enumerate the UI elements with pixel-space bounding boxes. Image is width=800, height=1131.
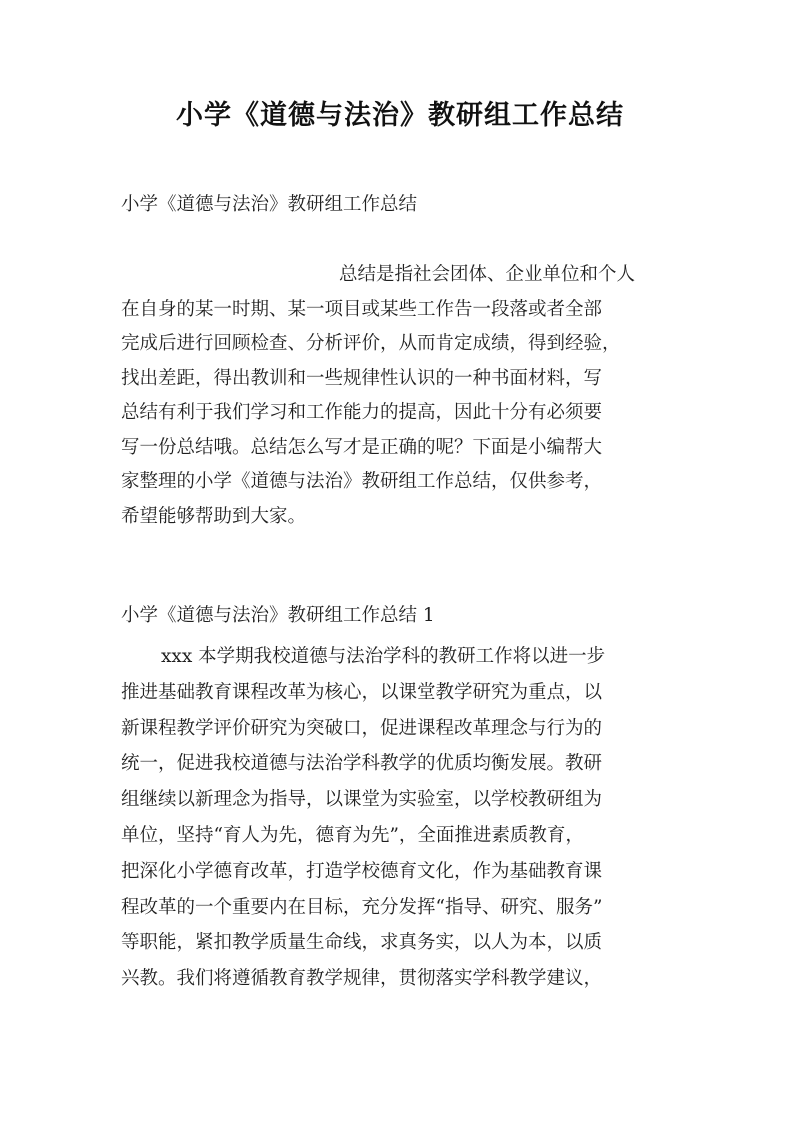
section-line: 组继续以新理念为指导，以课堂为实验室，以学校教研组为 [121, 789, 603, 811]
section-line: 单位，坚持“育人为先，德育为先”，全面推进素质教育， [121, 824, 584, 846]
document-title: 小学《道德与法治》教研组工作总结 [176, 100, 624, 131]
section-line: 新课程教学评价研究为突破口，促进课程改革理念与行为的 [121, 717, 603, 739]
section-line: 把深化小学德育改革，打造学校德育文化，作为基础教育课 [121, 860, 603, 882]
intro-line: 写一份总结哦。总结怎么写才是正确的呢？下面是小编帮大 [121, 436, 603, 458]
intro-line: 总结是指社会团体、企业单位和个人 [339, 264, 636, 285]
section-paragraph [121, 639, 687, 997]
section-line: 程改革的一个重要内在目标，充分发挥“指导、研究、服务” [121, 896, 603, 918]
intro-paragraph [121, 258, 687, 534]
section-line: xxx 本学期我校道德与法治学科的教研工作将以进一步 [161, 646, 606, 667]
intro-line: 总结有利于我们学习和工作能力的提高，因此十分有必须要 [121, 402, 603, 423]
section-heading: 小学《道德与法治》教研组工作总结 1 [121, 605, 435, 626]
document-subtitle: 小学《道德与法治》教研组工作总结 [121, 194, 418, 215]
intro-line: 在自身的某一时期、某一项目或某些工作告一段落或者全部 [121, 298, 603, 320]
intro-line: 希望能够帮助到大家。 [121, 505, 307, 527]
intro-line: 完成后进行回顾检查、分析评价，从而肯定成绩，得到经验， [121, 333, 621, 354]
intro-line: 家整理的小学《道德与法治》教研组工作总结，仅供参考， [121, 471, 603, 492]
section-line: 等职能，紧扣教学质量生命线，求真务实，以人为本，以质 [121, 932, 603, 954]
section-line: 推进基础教育课程改革为核心，以课堂教学研究为重点，以 [121, 681, 603, 703]
section-line: 兴教。我们将遵循教育教学规律，贯彻落实学科教学建议， [121, 968, 603, 990]
section-line: 统一，促进我校道德与法治学科教学的优质均衡发展。教研 [121, 753, 603, 775]
intro-line: 找出差距，得出教训和一些规律性认识的一种书面材料，写 [121, 367, 603, 389]
